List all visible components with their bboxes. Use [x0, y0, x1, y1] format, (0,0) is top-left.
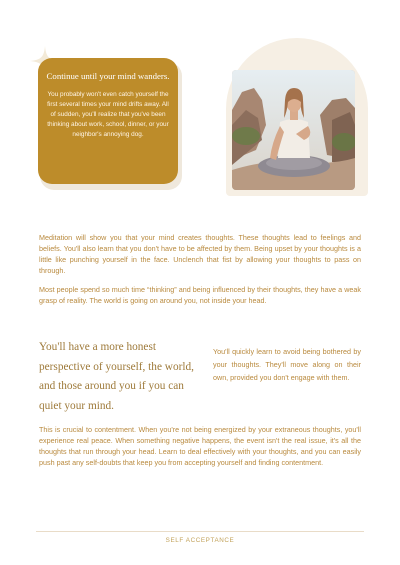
paragraph-meditation: Meditation will show you that your mind creates thoughts. These thoughts lead to feelings and beliefs. You'll also learn that you don't have to be affected by them. Being upset by your thoughts is a little like punching yourself in the face. Unclench that fist by allowing your thoughts to pass on through. — [39, 233, 361, 275]
callout-card — [38, 58, 182, 188]
paragraph-thinking: Most people spend so much time “thinking” and being influenced by their thoughts, they have a weak grasp of reality. The world is going on around you, not inside your head. — [39, 285, 361, 305]
paragraph-contentment: This is crucial to contentment. When you're not being energized by your extraneous thoughts, you'll experience real peace. When something negative happens, the event isn't the real issue, it's all the thoughts that run through your head. Learn to deal effectively with your thoughts, and you can easily push past any self-doubts that keep you from accepting yourself and finding contentment. — [39, 425, 361, 467]
callout-box — [38, 58, 178, 184]
callout-body: You probably won't even catch yourself the first several times your mind drifts away. All of sudden, you'll realize that you've been thinking about work, school, dinner, or your neighbor's annoying dog. — [47, 91, 169, 138]
meditation-photo — [232, 70, 355, 190]
aside-text: You'll quickly learn to avoid being bothered by your thoughts. They'll move along on their own, provided you don't engage with them. — [213, 347, 361, 382]
footer-label: SELF ACCEPTANCE — [165, 537, 235, 544]
footer-divider — [36, 531, 364, 532]
pull-quote: You'll have a more honest perspective of yourself, the world, and those around you if you can quiet your mind. — [39, 341, 194, 412]
callout-title: Continue until your mind wanders. — [46, 71, 170, 81]
